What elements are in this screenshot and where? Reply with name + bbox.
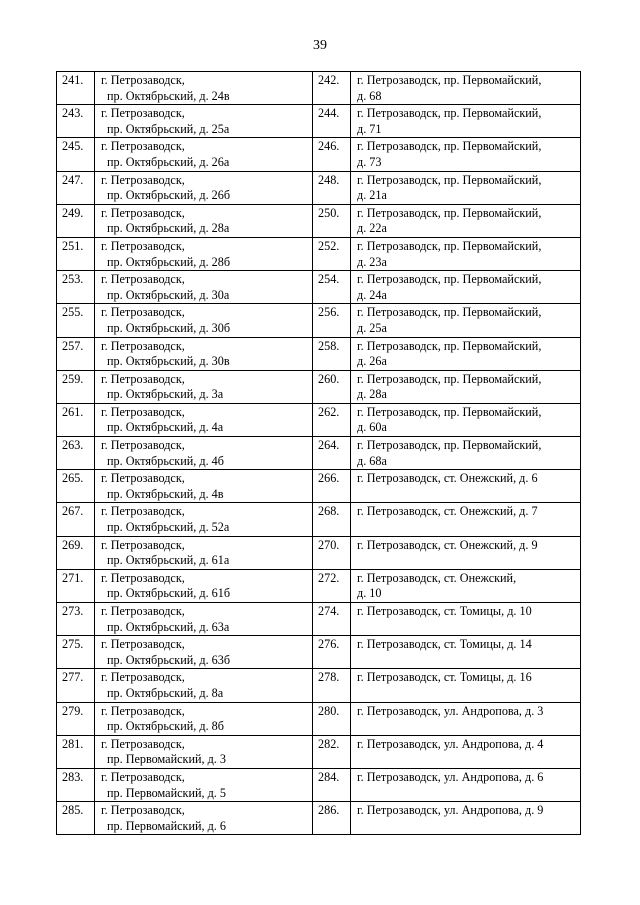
table-row — [57, 768, 581, 801]
entry-number-left: 253. — [57, 271, 95, 304]
table-row — [57, 603, 581, 636]
entry-number-right: 278. — [313, 669, 351, 702]
entry-number-left: 257. — [57, 337, 95, 370]
address-right — [351, 271, 581, 304]
entry-number-left: 281. — [57, 735, 95, 768]
entry-number-left: 277. — [57, 669, 95, 702]
address-line: г. Петрозаводск, пр. Первомайский, — [357, 305, 542, 320]
entry-number-right: 250. — [313, 204, 351, 237]
address-line: г. Петрозаводск, — [101, 637, 185, 652]
address-line: г. Петрозаводск, ст. Томицы, д. 16 — [357, 670, 532, 685]
entry-number-left: 271. — [57, 569, 95, 602]
address-line: д. 21а — [357, 188, 387, 203]
address-line: д. 28а — [357, 387, 387, 402]
address-left — [95, 271, 313, 304]
address-line: д. 73 — [357, 154, 382, 169]
table-row — [57, 237, 581, 270]
entry-number-left: 241. — [57, 72, 95, 105]
address-line: пр. Октябрьский, д. 26б — [107, 188, 231, 203]
address-line: пр. Октябрьский, д. 63б — [107, 652, 231, 667]
address-line: г. Петрозаводск, пр. Первомайский, — [357, 73, 542, 87]
address-line: пр. Октябрьский, д. 8а — [107, 685, 224, 700]
address-left — [95, 636, 313, 669]
entry-number-right: 268. — [313, 503, 351, 536]
entry-number-left: 269. — [57, 536, 95, 569]
address-right — [351, 171, 581, 204]
address-line: г. Петрозаводск, — [101, 272, 185, 287]
address-right — [351, 536, 581, 569]
address-line: д. 23а — [357, 254, 387, 269]
table-row — [57, 669, 581, 702]
address-line: д. 24а — [357, 287, 387, 302]
entry-number-left: 247. — [57, 171, 95, 204]
table-row — [57, 171, 581, 204]
address-line: г. Петрозаводск, ст. Томицы, д. 14 — [357, 637, 532, 652]
address-line: г. Петрозаводск, пр. Первомайский, — [357, 205, 542, 220]
table-row — [57, 702, 581, 735]
address-line: г. Петрозаводск, пр. Первомайский, — [357, 238, 542, 253]
address-line: г. Петрозаводск, — [101, 604, 185, 618]
address-left — [95, 768, 313, 801]
address-line: пр. Октябрьский, д. 4в — [107, 486, 224, 501]
address-right — [351, 337, 581, 370]
entry-number-right: 286. — [313, 802, 351, 835]
address-line: пр. Октябрьский, д. 4б — [107, 453, 224, 468]
table-row — [57, 536, 581, 569]
table-row — [57, 735, 581, 768]
address-line: г. Петрозаводск, — [101, 471, 185, 486]
address-line: пр. Октябрьский, д. 28а — [107, 221, 230, 236]
address-line: г. Петрозаводск, ул. Андропова, д. 9 — [357, 803, 544, 818]
entry-number-right: 256. — [313, 304, 351, 337]
entry-number-left: 267. — [57, 503, 95, 536]
address-line: г. Петрозаводск, ул. Андропова, д. 4 — [357, 736, 544, 751]
address-line: г. Петрозаводск, пр. Первомайский, — [357, 272, 542, 287]
entry-number-right: 254. — [313, 271, 351, 304]
address-line: пр. Октябрьский, д. 30а — [107, 287, 230, 302]
address-line: пр. Октябрьский, д. 8б — [107, 719, 224, 734]
address-line: д. 71 — [357, 121, 382, 136]
address-left — [95, 304, 313, 337]
address-line: г. Петрозаводск, ст. Онежский, д. 7 — [357, 504, 538, 519]
address-line: пр. Первомайский, д. 3 — [107, 752, 226, 767]
address-right — [351, 72, 581, 105]
address-left — [95, 72, 313, 105]
address-line: г. Петрозаводск, — [101, 338, 185, 353]
entry-number-left: 265. — [57, 470, 95, 503]
entry-number-right: 248. — [313, 171, 351, 204]
address-line: г. Петрозаводск, — [101, 238, 185, 253]
address-line: г. Петрозаводск, — [101, 570, 185, 585]
entry-number-right: 276. — [313, 636, 351, 669]
entry-number-left: 279. — [57, 702, 95, 735]
entry-number-right: 264. — [313, 437, 351, 470]
entry-number-left: 261. — [57, 403, 95, 436]
entry-number-left: 259. — [57, 370, 95, 403]
page-number: 39 — [313, 38, 327, 53]
address-right — [351, 503, 581, 536]
address-right — [351, 437, 581, 470]
address-left — [95, 105, 313, 138]
entry-number-left: 255. — [57, 304, 95, 337]
address-right — [351, 105, 581, 138]
address-left — [95, 669, 313, 702]
address-line: пр. Октябрьский, д. 28б — [107, 254, 231, 269]
address-line: г. Петрозаводск, — [101, 73, 185, 87]
address-right — [351, 669, 581, 702]
entry-number-left: 263. — [57, 437, 95, 470]
address-line: пр. Октябрьский, д. 63а — [107, 619, 230, 634]
address-line: г. Петрозаводск, пр. Первомайский, — [357, 172, 542, 187]
table-row — [57, 503, 581, 536]
address-left — [95, 569, 313, 602]
address-right — [351, 603, 581, 636]
address-line: д. 26а — [357, 354, 387, 369]
address-left — [95, 702, 313, 735]
table-row — [57, 304, 581, 337]
entry-number-left: 283. — [57, 768, 95, 801]
table-row — [57, 403, 581, 436]
address-line: г. Петрозаводск, — [101, 769, 185, 784]
entry-number-right: 262. — [313, 403, 351, 436]
entry-number-left: 251. — [57, 237, 95, 270]
address-left — [95, 370, 313, 403]
table-row — [57, 204, 581, 237]
address-line: пр. Октябрьский, д. 3а — [107, 387, 224, 402]
address-line: г. Петрозаводск, ул. Андропова, д. 6 — [357, 769, 544, 784]
entry-number-right: 272. — [313, 569, 351, 602]
entry-number-right: 246. — [313, 138, 351, 171]
table-row — [57, 802, 581, 835]
address-line: г. Петрозаводск, пр. Первомайский, — [357, 139, 542, 154]
entry-number-left: 285. — [57, 802, 95, 835]
address-line: г. Петрозаводск, — [101, 703, 185, 718]
address-line: пр. Первомайский, д. 6 — [107, 818, 226, 833]
address-line: пр. Октябрьский, д. 61б — [107, 586, 231, 601]
address-left — [95, 603, 313, 636]
address-right — [351, 138, 581, 171]
address-right — [351, 204, 581, 237]
address-line: пр. Октябрьский, д. 52а — [107, 520, 230, 535]
entry-number-right: 258. — [313, 337, 351, 370]
address-left — [95, 536, 313, 569]
address-left — [95, 503, 313, 536]
address-line: пр. Октябрьский, д. 30в — [107, 354, 230, 369]
table-row — [57, 337, 581, 370]
address-line: г. Петрозаводск, — [101, 404, 185, 419]
table-row — [57, 105, 581, 138]
address-line: д. 25а — [357, 320, 387, 335]
entry-number-left: 275. — [57, 636, 95, 669]
entry-number-left: 249. — [57, 204, 95, 237]
address-right — [351, 403, 581, 436]
entry-number-right: 282. — [313, 735, 351, 768]
address-right — [351, 636, 581, 669]
address-line: г. Петрозаводск, — [101, 205, 185, 220]
address-line: г. Петрозаводск, ул. Андропова, д. 3 — [357, 703, 544, 718]
address-line: пр. Октябрьский, д. 4а — [107, 420, 224, 435]
address-left — [95, 437, 313, 470]
table-row — [57, 72, 581, 105]
address-left — [95, 403, 313, 436]
address-line: пр. Первомайский, д. 5 — [107, 785, 226, 800]
entry-number-right: 244. — [313, 105, 351, 138]
address-right — [351, 802, 581, 835]
address-left — [95, 171, 313, 204]
entry-number-right: 266. — [313, 470, 351, 503]
entry-number-right: 280. — [313, 702, 351, 735]
address-line: пр. Октябрьский, д. 24в — [107, 88, 230, 103]
address-left — [95, 237, 313, 270]
table-row — [57, 569, 581, 602]
address-line: г. Петрозаводск, пр. Первомайский, — [357, 338, 542, 353]
address-line: г. Петрозаводск, пр. Первомайский, — [357, 106, 542, 121]
address-right — [351, 370, 581, 403]
address-line: д. 10 — [357, 586, 382, 601]
address-line: г. Петрозаводск, пр. Первомайский, — [357, 404, 542, 419]
address-line: г. Петрозаводск, ст. Онежский, — [357, 570, 517, 585]
address-line: г. Петрозаводск, — [101, 305, 185, 320]
entry-number-right: 260. — [313, 370, 351, 403]
address-line: г. Петрозаводск, — [101, 504, 185, 519]
entry-number-right: 252. — [313, 237, 351, 270]
address-left — [95, 470, 313, 503]
address-right — [351, 702, 581, 735]
table-row — [57, 470, 581, 503]
entry-number-left: 273. — [57, 603, 95, 636]
address-line: пр. Октябрьский, д. 26а — [107, 154, 230, 169]
address-line: д. 68 — [357, 88, 382, 103]
address-line: г. Петрозаводск, — [101, 172, 185, 187]
address-table-body — [57, 72, 581, 835]
address-line: г. Петрозаводск, — [101, 670, 185, 685]
address-line: г. Петрозаводск, пр. Первомайский, — [357, 438, 542, 453]
table-row — [57, 636, 581, 669]
table-row — [57, 370, 581, 403]
address-line: пр. Октябрьский, д. 61а — [107, 553, 230, 568]
address-table — [56, 71, 581, 835]
entry-number-right: 270. — [313, 536, 351, 569]
address-right — [351, 735, 581, 768]
address-right — [351, 768, 581, 801]
address-left — [95, 337, 313, 370]
address-left — [95, 735, 313, 768]
address-line: г. Петрозаводск, пр. Первомайский, — [357, 371, 542, 386]
address-line: г. Петрозаводск, ст. Онежский, д. 6 — [357, 471, 538, 486]
address-left — [95, 138, 313, 171]
address-line: г. Петрозаводск, — [101, 736, 185, 751]
entry-number-left: 243. — [57, 105, 95, 138]
table-row — [57, 138, 581, 171]
address-line: г. Петрозаводск, — [101, 438, 185, 453]
address-line: д. 22а — [357, 221, 387, 236]
address-line: г. Петрозаводск, — [101, 803, 185, 818]
address-line: д. 60а — [357, 420, 387, 435]
address-right — [351, 304, 581, 337]
address-line: пр. Октябрьский, д. 25а — [107, 121, 230, 136]
address-line: г. Петрозаводск, — [101, 537, 185, 552]
entry-number-left: 245. — [57, 138, 95, 171]
table-row — [57, 271, 581, 304]
entry-number-right: 242. — [313, 72, 351, 105]
address-right — [351, 470, 581, 503]
address-right — [351, 237, 581, 270]
entry-number-right: 274. — [313, 603, 351, 636]
address-left — [95, 204, 313, 237]
address-line: г. Петрозаводск, — [101, 106, 185, 121]
address-line: г. Петрозаводск, ст. Томицы, д. 10 — [357, 604, 532, 618]
table-row — [57, 437, 581, 470]
address-line: г. Петрозаводск, ст. Онежский, д. 9 — [357, 537, 538, 552]
address-right — [351, 569, 581, 602]
address-line: д. 68а — [357, 453, 387, 468]
address-line: пр. Октябрьский, д. 30б — [107, 320, 231, 335]
entry-number-right: 284. — [313, 768, 351, 801]
address-line: г. Петрозаводск, — [101, 139, 185, 154]
address-line: г. Петрозаводск, — [101, 371, 185, 386]
address-left — [95, 802, 313, 835]
